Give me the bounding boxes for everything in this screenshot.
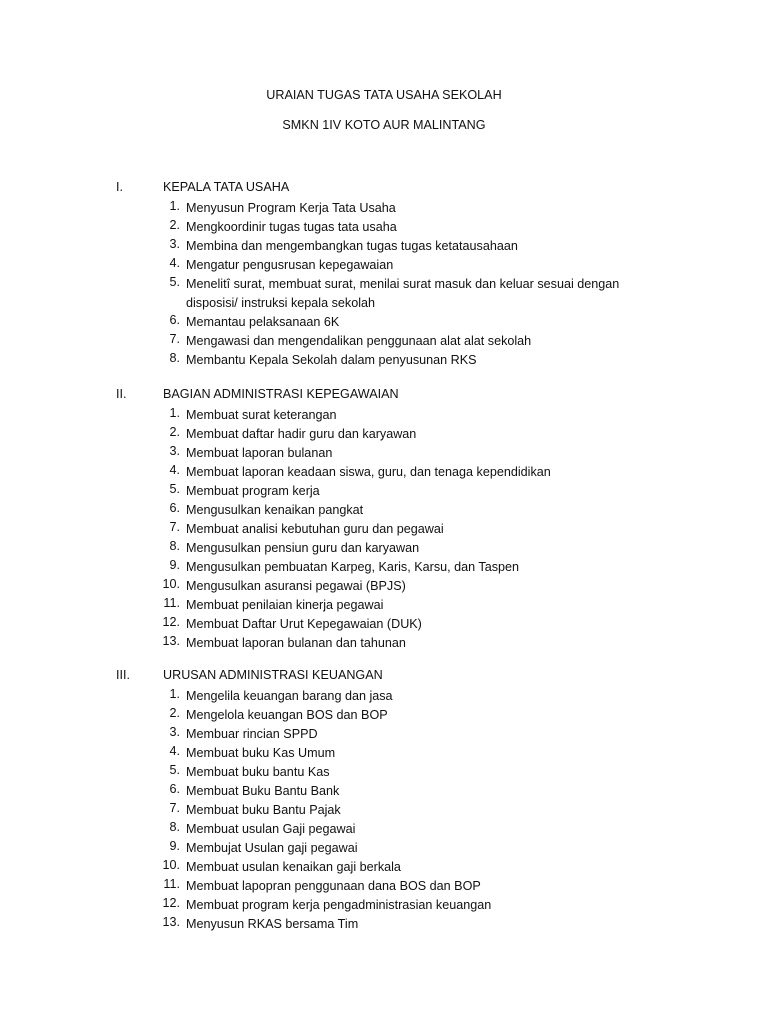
list-item — [0, 406, 768, 425]
list-item — [0, 706, 768, 725]
list-item — [0, 596, 768, 615]
list-item-text: Membuat daftar hadir guru dan karyawan — [186, 427, 417, 441]
list-item-number: 8. — [169, 820, 180, 834]
list-item-text: Mengusulkan kenaikan pangkat — [186, 503, 364, 517]
list-item-number: 10. — [162, 577, 180, 591]
list-item-text: Membuat laporan bulanan — [186, 446, 333, 460]
list-item — [0, 463, 768, 482]
list-item-number: 6. — [169, 782, 180, 796]
list-item-text: Mengelola keuangan BOS dan BOP — [186, 708, 388, 722]
list-item-text: Mengusulkan pensiun guru dan karyawan — [186, 541, 420, 555]
list-item — [0, 351, 768, 370]
list-item — [0, 520, 768, 539]
list-item-number: 4. — [169, 463, 180, 477]
list-item-text: Membuat lapopran penggunaan dana BOS dan BOP — [186, 879, 481, 893]
list-item-number: 5. — [169, 275, 180, 289]
section-numeral: III. — [116, 668, 130, 682]
list-item-number: 8. — [169, 539, 180, 553]
list-item — [0, 237, 768, 256]
list-item-number: 7. — [169, 801, 180, 815]
list-item — [0, 801, 768, 820]
list-item-number: 10. — [162, 858, 180, 872]
section-3 — [0, 668, 768, 934]
list-item — [0, 858, 768, 877]
list-item-number: 11. — [163, 596, 180, 610]
list-item-text: Menyusun RKAS bersama Tim — [186, 917, 359, 931]
list-item-text: Membuat buku Bantu Pajak — [186, 803, 341, 817]
list-item — [0, 332, 768, 351]
list-item-text: Mengusulkan pembuatan Karpeg, Karis, Karsu, dan Taspen — [186, 560, 520, 574]
list-item — [0, 763, 768, 782]
list-item-text: Membuat program kerja — [186, 484, 320, 498]
list-item-number: 6. — [169, 313, 180, 327]
list-item — [0, 256, 768, 275]
list-item-text: Membujat Usulan gaji pegawai — [186, 841, 358, 855]
list-item-number: 6. — [169, 501, 180, 515]
list-item — [0, 199, 768, 218]
section-1 — [0, 180, 768, 370]
list-item — [0, 839, 768, 858]
list-item — [0, 744, 768, 763]
list-item-number: 1. — [169, 406, 180, 420]
list-item-number: 11. — [163, 877, 180, 891]
list-item-number: 4. — [169, 744, 180, 758]
list-item-number: 1. — [169, 199, 180, 213]
list-item-number: 4. — [169, 256, 180, 270]
list-item — [0, 820, 768, 839]
list-item-number: 2. — [169, 218, 180, 232]
list-item-text: Memantau pelaksanaan 6K — [186, 315, 340, 329]
list-item-text: Membantu Kepala Sekolah dalam penyusunan RKS — [186, 353, 477, 367]
list-item — [0, 558, 768, 577]
list-item — [0, 687, 768, 706]
list-item-number: 13. — [162, 915, 180, 929]
list-item-text: Menyusun Program Kerja Tata Usaha — [186, 201, 396, 215]
list-item-text: Membuat Daftar Urut Kepegawaian (DUK) — [186, 617, 422, 631]
list-item — [0, 313, 768, 332]
list-item-text: Membina dan mengembangkan tugas tugas ketatausahaan — [186, 239, 518, 253]
section-numeral: I. — [116, 180, 123, 194]
list-item — [0, 615, 768, 634]
list-item-text: Membuat usulan kenaikan gaji berkala — [186, 860, 401, 874]
section-heading — [0, 180, 768, 199]
list-item-text: Membuat usulan Gaji pegawai — [186, 822, 356, 836]
list-item — [0, 482, 768, 501]
list-item-text: Membuat buku bantu Kas — [186, 765, 330, 779]
list-item-text: Membuat buku Kas Umum — [186, 746, 336, 760]
document-subtitle: SMKN 1IV KOTO AUR MALINTANG — [282, 118, 486, 132]
list-item-text: Mengawasi dan mengendalikan penggunaan alat alat sekolah — [186, 334, 532, 348]
list-item-number: 7. — [169, 332, 180, 346]
list-item-number: 3. — [169, 725, 180, 739]
list-item — [0, 725, 768, 744]
list-item-text: Membuat penilaian kinerja pegawai — [186, 598, 384, 612]
list-item-number: 3. — [169, 444, 180, 458]
list-item-number: 7. — [169, 520, 180, 534]
list-item — [0, 634, 768, 653]
list-item-text: Mengelila keuangan barang dan jasa — [186, 689, 393, 703]
section-title: BAGIAN ADMINISTRASI KEPEGAWAIAN — [163, 387, 399, 401]
list-item-text: Membuat Buku Bantu Bank — [186, 784, 340, 798]
list-item-number: 13. — [162, 634, 180, 648]
section-2 — [0, 387, 768, 653]
list-item — [0, 577, 768, 596]
list-item-text: Membuat laporan keadaan siswa, guru, dan tenaga kependidikan — [186, 465, 551, 479]
section-title: KEPALA TATA USAHA — [163, 180, 290, 194]
list-item — [0, 915, 768, 934]
list-item-number: 9. — [169, 558, 180, 572]
list-item — [0, 425, 768, 444]
document-title: URAIAN TUGAS TATA USAHA SEKOLAH — [266, 88, 502, 102]
list-item-number: 9. — [169, 839, 180, 853]
list-item — [0, 444, 768, 463]
list-item-text: Mengatur pengusrusan kepegawaian — [186, 258, 394, 272]
list-item — [0, 539, 768, 558]
section-numeral: II. — [116, 387, 127, 401]
list-item-text: Membuat surat keterangan — [186, 408, 337, 422]
list-item-text: Membuat laporan bulanan dan tahunan — [186, 636, 406, 650]
list-item — [0, 896, 768, 915]
section-heading — [0, 668, 768, 687]
section-title: URUSAN ADMINISTRASI KEUANGAN — [163, 668, 383, 682]
list-item-number: 1. — [169, 687, 180, 701]
list-item — [0, 218, 768, 237]
list-item — [0, 501, 768, 520]
list-item — [0, 877, 768, 896]
list-item-text: Mengusulkan asuransi pegawai (BPJS) — [186, 579, 406, 593]
section-heading — [0, 387, 768, 406]
list-item — [0, 782, 768, 801]
list-item-text: Membuat analisi kebutuhan guru dan pegawai — [186, 522, 444, 536]
list-item-number: 2. — [169, 706, 180, 720]
list-item-text: Membuar rincian SPPD — [186, 727, 318, 741]
list-item-text: Menelitî surat, membuat surat, menilai surat masuk dan keluar sesuai dengan disposisi/ instruksi kepala sekolah — [186, 277, 620, 310]
list-item-number: 2. — [169, 425, 180, 439]
list-item-text: Membuat program kerja pengadministrasian keuangan — [186, 898, 492, 912]
list-item-text: Mengkoordinir tugas tugas tata usaha — [186, 220, 397, 234]
list-item-number: 12. — [162, 615, 180, 629]
list-item-number: 3. — [169, 237, 180, 251]
list-item-number: 5. — [169, 763, 180, 777]
list-item-number: 8. — [169, 351, 180, 365]
list-item — [0, 275, 768, 313]
list-item-number: 5. — [169, 482, 180, 496]
list-item-number: 12. — [162, 896, 180, 910]
